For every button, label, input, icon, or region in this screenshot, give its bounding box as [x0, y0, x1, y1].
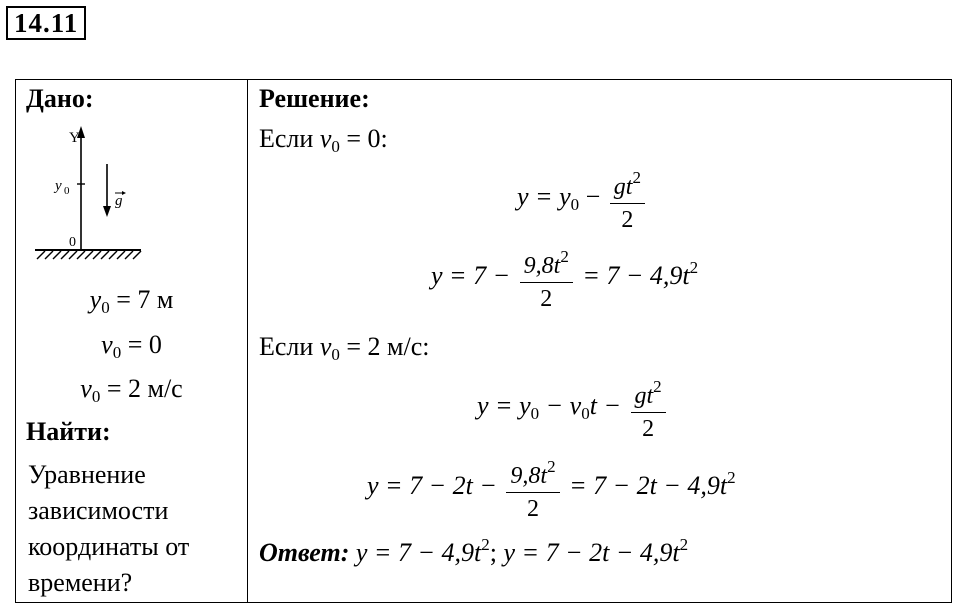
- find-header: Найти:: [26, 417, 111, 446]
- equation-4: y = 7 − 2t − $\frac{9,8t^2}{2}$ = $7 - 2t - 4,9t^2$: [367, 453, 736, 523]
- case-1-line: Если $v_0 = 0$:: [259, 124, 388, 156]
- problem-number: 14.11: [6, 6, 86, 40]
- solution-table: [15, 79, 952, 603]
- answer-line: Ответ: $y = 7 - 4,9t^2$; $y = 7 - 2t - 4,9t^2$: [259, 535, 689, 567]
- origin-label: 0: [69, 235, 76, 250]
- given-line-3: $v_0 = 2$ м/с: [80, 374, 183, 406]
- equation-1: $y = y_0$ − $\frac{gt^2}{2}$: [517, 164, 648, 234]
- case-2-line: Если $v_0 = 2$ м/с:: [259, 332, 430, 364]
- find-text: Уравнение зависимости координаты от времени?: [28, 460, 190, 597]
- column-divider: [247, 80, 248, 602]
- axis-label: Y: [69, 130, 80, 146]
- equation-2: y = 7 − $\frac{9,8t^2}{2}$ = $7 - 4,9t^2$: [431, 243, 698, 313]
- g-label: g: [115, 193, 123, 209]
- y0-sub: 0: [64, 185, 70, 197]
- gravity-arrow-icon: [103, 206, 111, 217]
- given-line-2: $v_0 = 0$: [101, 330, 162, 362]
- given-column: [16, 80, 247, 602]
- answer-label: Ответ:: [259, 538, 350, 567]
- solution-header: Решение:: [259, 84, 370, 113]
- ground-hatch: [37, 251, 141, 259]
- y0-label: y: [55, 178, 62, 194]
- equation-3: $y = y_0 - v_0t$ − $\frac{gt^2}{2}$: [477, 373, 669, 443]
- given-header: Дано:: [26, 84, 94, 113]
- solution-column: [249, 80, 951, 602]
- given-line-1: $y_0 = 7$ м: [89, 285, 174, 317]
- fall-diagram: [33, 122, 158, 272]
